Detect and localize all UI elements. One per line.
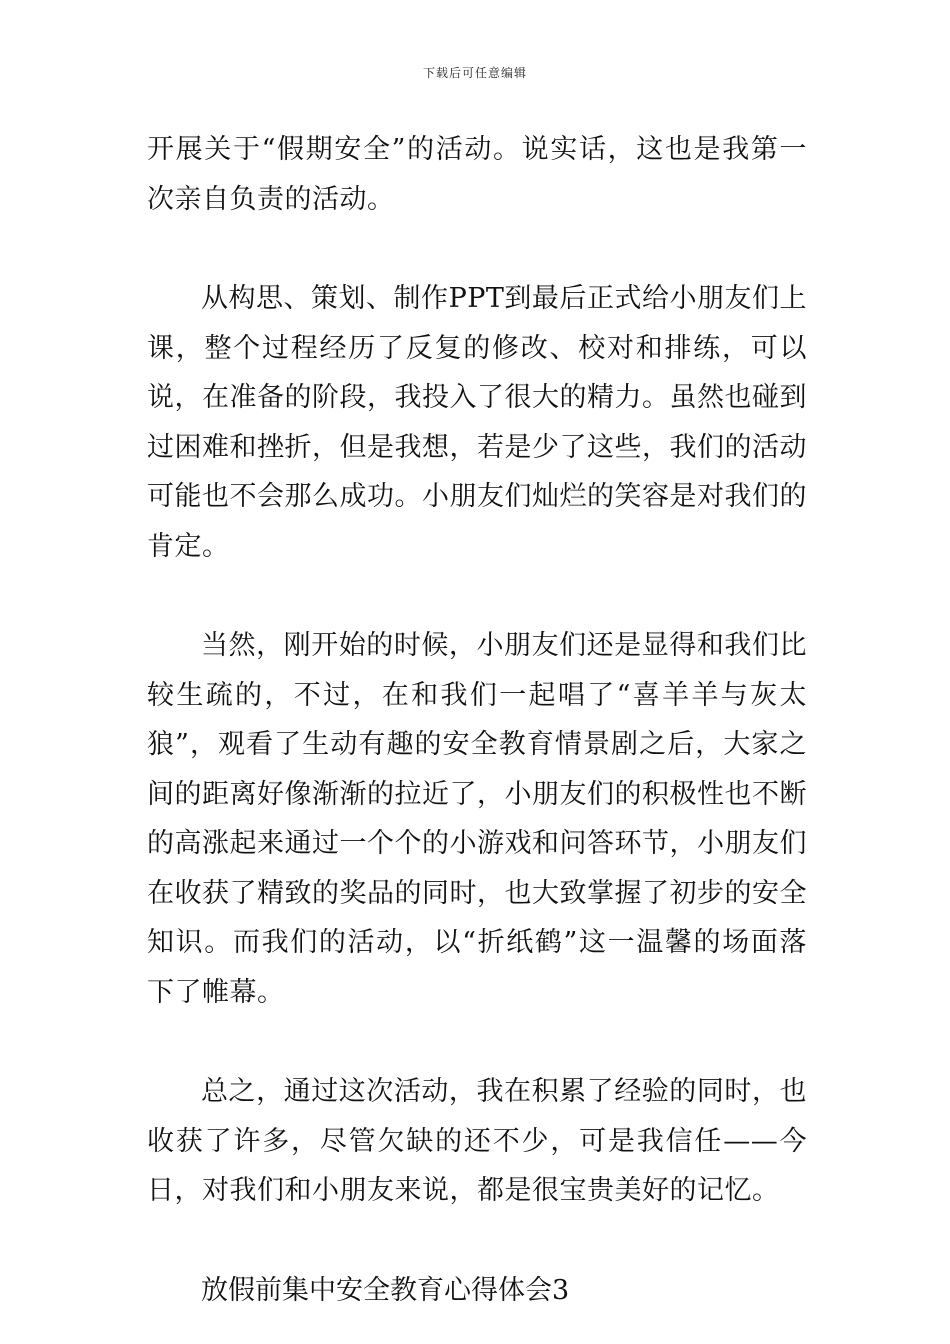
paragraph-1: 开展关于“假期安全”的活动。说实话，这也是我第一次亲自负责的活动。 <box>147 134 807 215</box>
page-header: 下载后可任意编辑 <box>422 66 527 80</box>
paragraph-3: 当然，刚开始的时候，小朋友们还是显得和我们比较生疏的，不过，在和我们一起唱了“喜羊羊与灰太狼”，观看了生动有趣的安全教育情景剧之后，大家之间的距离好像渐渐的拉近了，小朋友们的积极性也不断的高涨起来通过一个个的小游戏和问答环节，小朋友们在收获了精致的奖品的同时，也大致掌握了初步的安全知识。而我们的活动，以“折纸鹤”这一温馨的场面落下了帷幕。 <box>147 630 807 1008</box>
paragraph-2: 从构思、策划、制作PPT到最后正式给小朋友们上课，整个过程经历了反复的修改、校对和排练，可以说，在准备的阶段，我投入了很大的精力。虽然也碰到过困难和挫折，但是我想，若是少了这些，我们的活动可能也不会那么成功。小朋友们灿烂的笑容是对我们的肯定。 <box>147 283 807 562</box>
section-title: 放假前集中安全教育心得体会3 <box>201 1274 570 1306</box>
paragraph-4: 总之，通过这次活动，我在积累了经验的同时，也收获了许多，尽管欠缺的还不少，可是我信任——今日，对我们和小朋友来说，都是很宝贵美好的记忆。 <box>147 1076 807 1206</box>
document-body <box>147 125 807 1315</box>
